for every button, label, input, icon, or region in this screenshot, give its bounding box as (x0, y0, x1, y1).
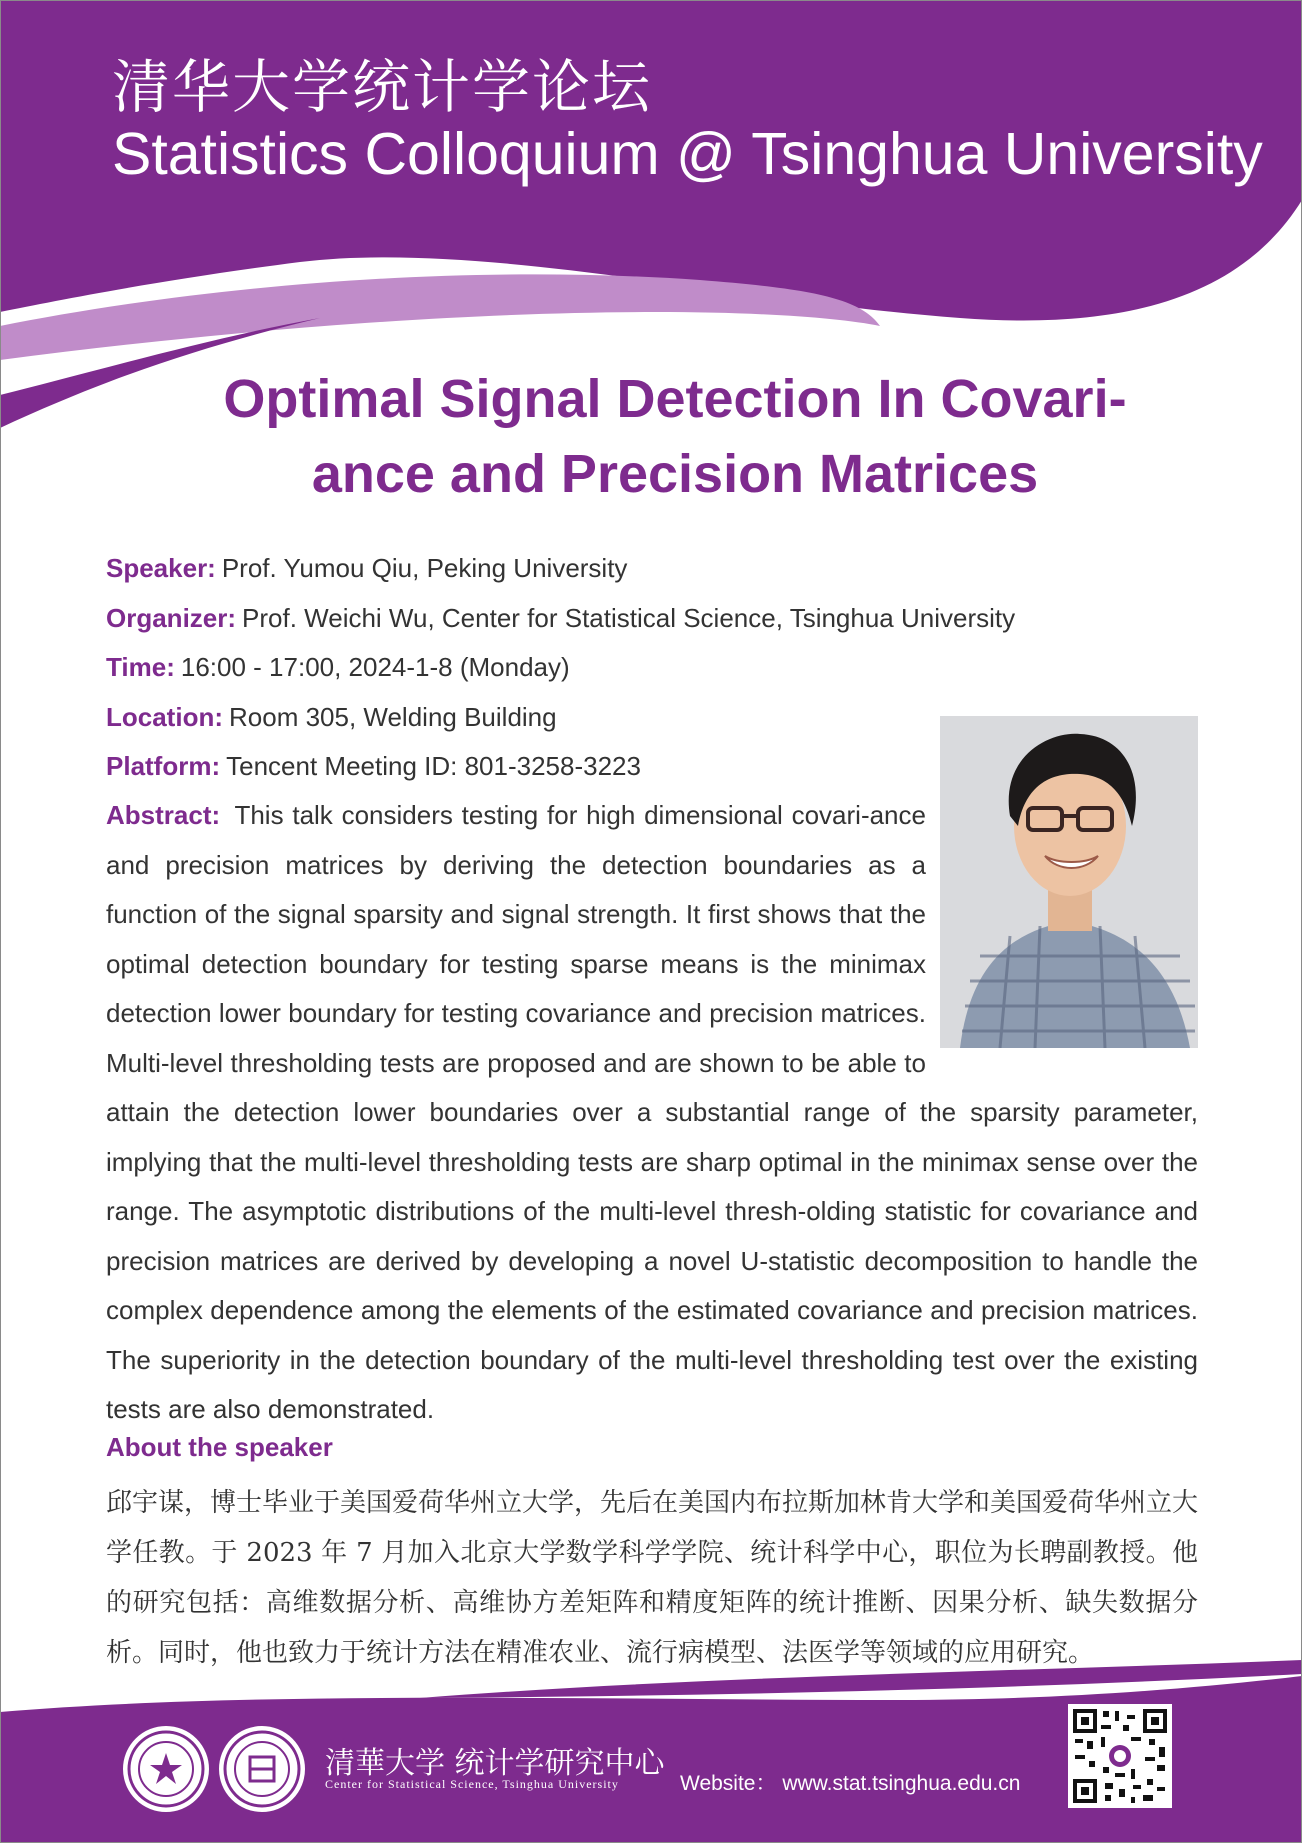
website-link[interactable]: Website： www.stat.tsinghua.edu.cn (680, 1772, 1021, 1795)
organizer-label: Organizer: (106, 602, 237, 633)
organizer-value: Prof. Weichi Wu, Center for Statistical Science, Tsinghua University (242, 602, 1016, 633)
speaker-row (106, 544, 1198, 594)
header-title-zh: 清华大学统计学论坛 (112, 53, 653, 121)
talk-title-line2: ance and Precision Matrices (311, 444, 1039, 504)
abstract-label: Abstract: (106, 800, 221, 830)
speaker-bio: 邱宇谋，博士毕业于美国爱荷华州立大学，先后在美国内布拉斯加林肯大学和美国爱荷华州立大学任教。于 2023 年 7 月加入北京大学数学科学学院、统计科学中心，职位为长聘副教授。他的研究包括：高维数据分析、高维协方差矩阵和精度矩阵的统计推断、因果分析、缺失数据分析。同时，他也致力于统计方法在精准农业、流行病模型、法医学等领域的应用研究。 (106, 1488, 1199, 1668)
talk-title (140, 362, 1210, 512)
center-name-zh: 清華大学 统计学研究中心 (325, 1746, 665, 1781)
location-value: Room 305, Welding Building (229, 701, 557, 732)
organizer-row (106, 594, 1198, 644)
time-row (106, 643, 1198, 693)
time-value: 16:00 - 17:00, 2024-1-8 (Monday) (180, 652, 570, 682)
location-label: Location: (106, 701, 223, 732)
about-speaker-heading: About the speaker (106, 1432, 333, 1462)
tsinghua-seal-logo (123, 1726, 209, 1812)
center-name-en: Center for Statistical Science, Tsinghua University (325, 1777, 619, 1791)
abstract-text: This talk considers testing for high dimensional covari-ance and precision matrices by deriving the detection boundaries as a function of the signal sparsity and signal strength. It first shows that the optimal detection boundary for testing sparse means is the minimax detection lower boundary for testing covariance and precision matrices. Multi-level thresholding tests are proposed and are shown to be able to attain the detection lower boundaries over a substantial range of the sparsity parameter, implying that the multi-level thresholding tests are sharp optimal in the minimax sense over the range. The asymptotic distributions of the multi-level thresh-olding statistic for covariance and precision matrices are derived by developing a novel U-statistic decomposition to handle the complex dependence among the elements of the estimated covariance and precision matrices. The superiority in the detection boundary of the multi-level thresholding test over the existing tests are also demonstrated. (106, 800, 1198, 1424)
qr-code-icon (1068, 1704, 1172, 1808)
header-title-en: Statistics Colloquium @ Tsinghua University (112, 121, 1263, 187)
platform-label: Platform: (106, 751, 221, 781)
abstract-block (106, 791, 1198, 1435)
stat-center-seal-logo (219, 1726, 305, 1812)
speaker-label: Speaker: (106, 553, 216, 583)
talk-title-line1: Optimal Signal Detection In Covari- (223, 369, 1127, 429)
platform-value: Tencent Meeting ID: 801-3258-3223 (226, 751, 641, 781)
time-label: Time: (106, 652, 175, 682)
speaker-photo (940, 716, 1198, 1048)
speaker-value: Prof. Yumou Qiu, Peking University (221, 553, 628, 583)
